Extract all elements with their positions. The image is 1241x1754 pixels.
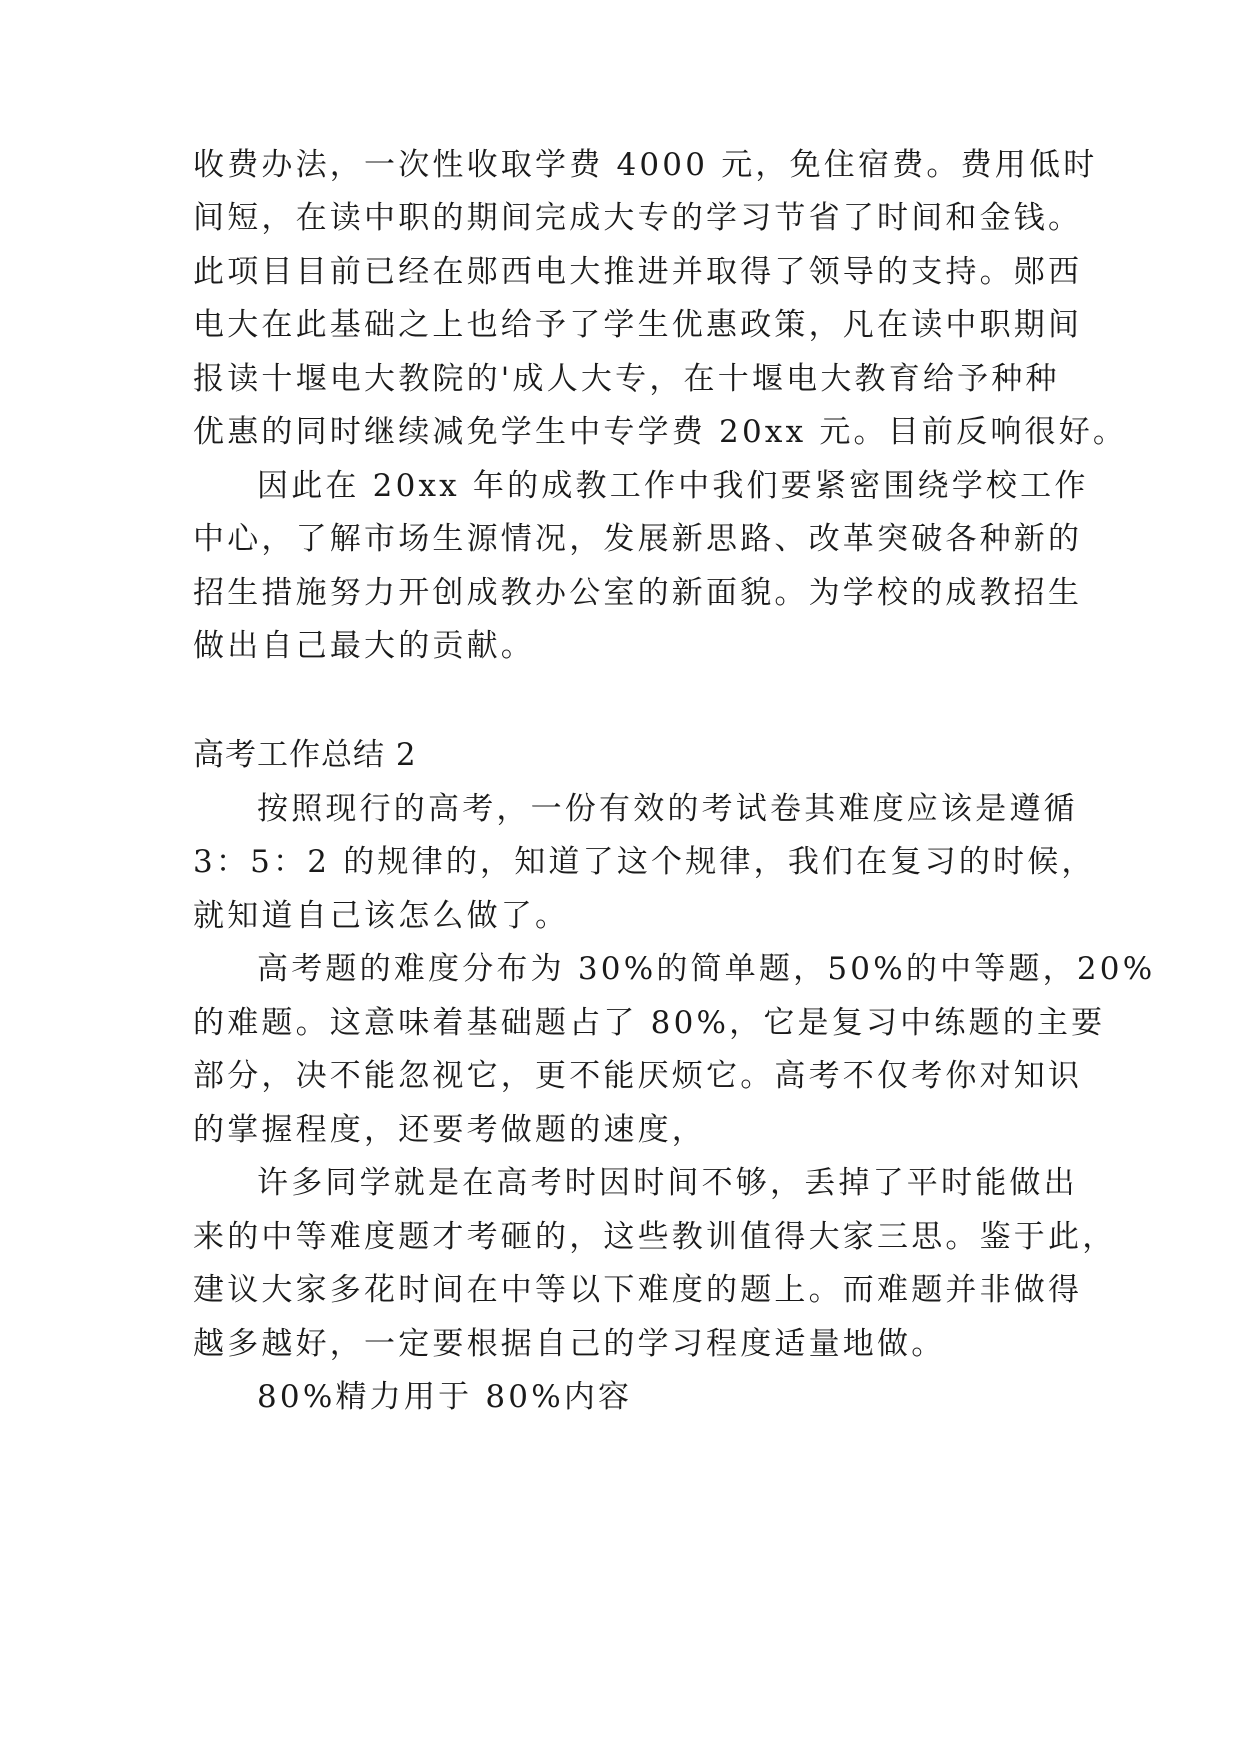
paragraph-line: 电大在此基础之上也给予了学生优惠政策，凡在读中职期间 <box>193 307 1083 343</box>
paragraph-line: 越多越好，一定要根据自己的学习程度适量地做。 <box>193 1326 946 1362</box>
paragraph-line: 3：5：2 的规律的，知道了这个规律，我们在复习的时候， <box>193 844 1096 880</box>
paragraph-line: 做出自己最大的贡献。 <box>193 628 535 664</box>
paragraph-line: 的掌握程度，还要考做题的速度， <box>193 1112 706 1148</box>
section-heading: 高考工作总结 2 <box>193 737 417 773</box>
paragraph-line: 建议大家多花时间在中等以下难度的题上。而难题并非做得 <box>193 1272 1083 1308</box>
paragraph-line: 招生措施努力开创成教办公室的新面貌。为学校的成教招生 <box>193 575 1083 611</box>
paragraph-line: 80%精力用于 80%内容 <box>257 1379 633 1415</box>
paragraph-line: 部分，决不能忽视它，更不能厌烦它。高考不仅考你对知识 <box>193 1058 1083 1094</box>
paragraph-line: 按照现行的高考，一份有效的考试卷其难度应该是遵循 <box>257 791 1078 827</box>
paragraph-line: 此项目目前已经在郧西电大推进并取得了领导的支持。郧西 <box>193 254 1083 290</box>
paragraph-line: 优惠的同时继续减免学生中专学费 20xx 元。目前反响很好。 <box>193 414 1128 450</box>
paragraph-line: 许多同学就是在高考时因时间不够，丢掉了平时能做出 <box>257 1165 1078 1201</box>
paragraph-line: 的难题。这意味着基础题占了 80%，它是复习中练题的主要 <box>193 1005 1106 1041</box>
paragraph-line: 高考题的难度分布为 30%的简单题，50%的中等题，20% <box>257 951 1156 987</box>
paragraph-line: 就知道自己该怎么做了。 <box>193 898 570 934</box>
paragraph-line: 中心，了解市场生源情况，发展新思路、改革突破各种新的 <box>193 521 1083 557</box>
paragraph-line: 来的中等难度题才考砸的，这些教训值得大家三思。鉴于此， <box>193 1219 1117 1255</box>
paragraph-line: 收费办法，一次性收取学费 4000 元，免住宿费。费用低时 <box>193 147 1098 183</box>
paragraph-line: 报读十堰电大教院的'成人大专，在十堰电大教育给予种种 <box>193 361 1060 397</box>
paragraph-line: 因此在 20xx 年的成教工作中我们要紧密围绕学校工作 <box>257 468 1089 504</box>
paragraph-line: 间短，在读中职的期间完成大专的学习节省了时间和金钱。 <box>193 200 1083 236</box>
